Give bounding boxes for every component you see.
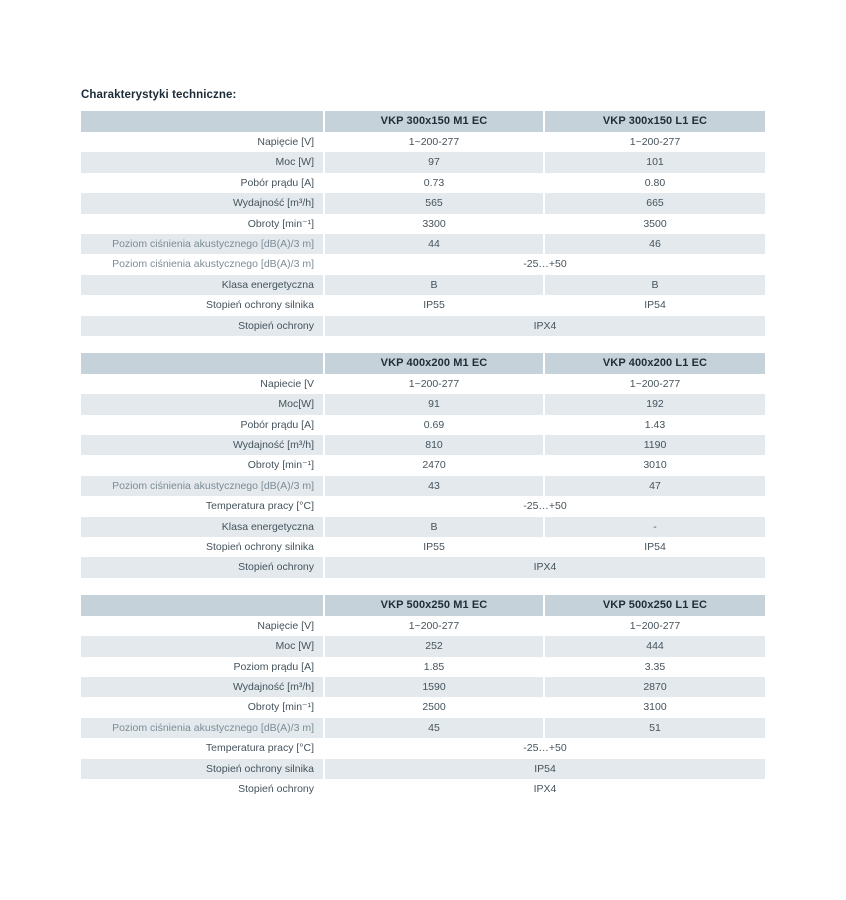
table-row: [81, 517, 765, 537]
row-value-cell-2: [545, 173, 765, 193]
table-row: [81, 476, 765, 496]
row-value: 1.85: [325, 657, 543, 677]
row-value: 2500: [325, 697, 543, 717]
page-title: Charakterystyki techniczne:: [81, 89, 237, 101]
row-value: -: [545, 517, 765, 537]
row-value-cell-1: [325, 677, 545, 697]
table-row: [81, 738, 765, 758]
header-corner-label: [81, 595, 323, 616]
column-header-2: [545, 353, 765, 374]
row-value: 51: [545, 718, 765, 738]
row-label-cell: [81, 374, 325, 394]
row-label: Obroty [min⁻¹]: [81, 697, 323, 717]
row-label-cell: [81, 657, 325, 677]
row-value: 1~200-277: [545, 616, 765, 636]
row-value-cell-2: [545, 394, 765, 414]
row-value-cell-2: [545, 214, 765, 234]
row-label: Stopień ochrony silnika: [81, 537, 323, 557]
row-value-merged: [325, 316, 765, 336]
column-header-label: VKP 400x200 L1 EC: [545, 353, 765, 374]
row-value-cell-1: [325, 697, 545, 717]
row-label-cell: [81, 557, 325, 577]
row-value: B: [545, 275, 765, 295]
table-row: [81, 173, 765, 193]
row-label: Moc [W]: [81, 152, 323, 172]
row-value-merged: [325, 254, 765, 274]
row-value-cell-1: [325, 476, 545, 496]
row-label: Napięcie [V]: [81, 132, 323, 152]
row-label: Moc[W]: [81, 394, 323, 414]
row-value: 3010: [545, 455, 765, 475]
row-label: Stopień ochrony: [81, 316, 323, 336]
row-value-cell-2: [545, 152, 765, 172]
column-header-label: VKP 300x150 M1 EC: [325, 111, 543, 132]
row-label-cell: [81, 718, 325, 738]
row-value-cell-2: [545, 657, 765, 677]
row-value: B: [325, 275, 543, 295]
row-value: 1~200-277: [545, 132, 765, 152]
row-value: IP54: [545, 295, 765, 315]
row-label: Obroty [min⁻¹]: [81, 455, 323, 475]
row-value-cell-2: [545, 616, 765, 636]
row-value: -25…+50: [325, 496, 765, 516]
row-label: Wydajność [m³/h]: [81, 435, 323, 455]
table-header-row: [81, 595, 765, 616]
row-label: Stopień ochrony silnika: [81, 295, 323, 315]
row-value-cell-2: [545, 435, 765, 455]
row-label-cell: [81, 316, 325, 336]
row-label-cell: [81, 435, 325, 455]
row-value: -25…+50: [325, 254, 765, 274]
row-value: 3.35: [545, 657, 765, 677]
table-row: [81, 435, 765, 455]
row-value: 0.73: [325, 173, 543, 193]
row-label: Klasa energetyczna: [81, 517, 323, 537]
row-label-cell: [81, 738, 325, 758]
row-label-cell: [81, 697, 325, 717]
row-label: Poziom ciśnienia akustycznego [dB(A)/3 m]: [81, 234, 323, 254]
row-value-merged: [325, 779, 765, 799]
row-value: 46: [545, 234, 765, 254]
row-value-cell-2: [545, 193, 765, 213]
row-label-cell: [81, 152, 325, 172]
table-row: [81, 697, 765, 717]
spec-table-vkp-400x200: [81, 353, 765, 578]
row-value: IP55: [325, 537, 543, 557]
row-label-cell: [81, 636, 325, 656]
row-label: Pobór prądu [A]: [81, 415, 323, 435]
column-header-label: VKP 400x200 M1 EC: [325, 353, 543, 374]
row-label: Moc [W]: [81, 636, 323, 656]
table-row: [81, 657, 765, 677]
row-value: 97: [325, 152, 543, 172]
row-value: 252: [325, 636, 543, 656]
row-label-cell: [81, 173, 325, 193]
row-label-cell: [81, 193, 325, 213]
row-label-cell: [81, 496, 325, 516]
row-value-cell-2: [545, 476, 765, 496]
row-label: Poziom ciśnienia akustycznego [dB(A)/3 m]: [81, 476, 323, 496]
row-value-cell-1: [325, 295, 545, 315]
row-value: IPX4: [325, 557, 765, 577]
row-value-cell-2: [545, 415, 765, 435]
row-value: 1190: [545, 435, 765, 455]
row-value-cell-1: [325, 173, 545, 193]
row-value: 565: [325, 193, 543, 213]
row-value: 1~200-277: [325, 132, 543, 152]
row-value: 44: [325, 234, 543, 254]
row-label-cell: [81, 132, 325, 152]
row-value-merged: [325, 496, 765, 516]
row-label: Poziom ciśnienia akustycznego [dB(A)/3 m]: [81, 718, 323, 738]
column-header-label: VKP 500x250 M1 EC: [325, 595, 543, 616]
row-label: Klasa energetyczna: [81, 275, 323, 295]
row-label: Stopień ochrony: [81, 557, 323, 577]
row-value: 1590: [325, 677, 543, 697]
table-row: [81, 616, 765, 636]
row-value: IP54: [325, 759, 765, 779]
row-value-cell-2: [545, 295, 765, 315]
row-value-cell-2: [545, 718, 765, 738]
row-value-cell-1: [325, 415, 545, 435]
row-value: IPX4: [325, 779, 765, 799]
row-label-cell: [81, 394, 325, 414]
header-corner-cell: [81, 111, 325, 132]
column-header-label: VKP 500x250 L1 EC: [545, 595, 765, 616]
row-label-cell: [81, 415, 325, 435]
column-header-2: [545, 111, 765, 132]
row-label-cell: [81, 517, 325, 537]
table-row: [81, 759, 765, 779]
row-value-cell-2: [545, 677, 765, 697]
row-value: 1~200-277: [325, 616, 543, 636]
table-row: [81, 415, 765, 435]
row-value-cell-1: [325, 636, 545, 656]
row-value-cell-1: [325, 537, 545, 557]
row-label: Wydajność [m³/h]: [81, 677, 323, 697]
row-value-cell-1: [325, 193, 545, 213]
table-row: [81, 254, 765, 274]
table-row: [81, 537, 765, 557]
row-value-cell-1: [325, 374, 545, 394]
row-value: 0.69: [325, 415, 543, 435]
table-row: [81, 152, 765, 172]
row-value-cell-2: [545, 234, 765, 254]
row-value: IP55: [325, 295, 543, 315]
row-label-cell: [81, 234, 325, 254]
row-label-cell: [81, 455, 325, 475]
row-value-cell-1: [325, 234, 545, 254]
row-label: Temperatura pracy [°C]: [81, 496, 323, 516]
row-value: B: [325, 517, 543, 537]
column-header-1: [325, 595, 545, 616]
row-value: 43: [325, 476, 543, 496]
table-row: [81, 718, 765, 738]
row-value: 47: [545, 476, 765, 496]
row-label-cell: [81, 254, 325, 274]
column-header-1: [325, 111, 545, 132]
header-corner-cell: [81, 595, 325, 616]
row-value: 444: [545, 636, 765, 656]
row-label-cell: [81, 759, 325, 779]
row-label: Poziom ciśnienia akustycznego [dB(A)/3 m]: [81, 254, 323, 274]
row-label-cell: [81, 677, 325, 697]
row-value-cell-1: [325, 394, 545, 414]
table-row: [81, 455, 765, 475]
row-label: Stopień ochrony: [81, 779, 323, 799]
row-label: Stopień ochrony silnika: [81, 759, 323, 779]
row-label-cell: [81, 214, 325, 234]
row-value: 0.80: [545, 173, 765, 193]
row-value: -25…+50: [325, 738, 765, 758]
table-row: [81, 295, 765, 315]
row-value-cell-2: [545, 374, 765, 394]
row-label: Obroty [min⁻¹]: [81, 214, 323, 234]
row-value: 91: [325, 394, 543, 414]
row-value: 101: [545, 152, 765, 172]
row-label: Poziom prądu [A]: [81, 657, 323, 677]
row-value-cell-1: [325, 214, 545, 234]
row-value: IPX4: [325, 316, 765, 336]
row-value: 192: [545, 394, 765, 414]
row-value-cell-2: [545, 275, 765, 295]
table-row: [81, 316, 765, 336]
table-row: [81, 557, 765, 577]
table-row: [81, 394, 765, 414]
row-label: Temperatura pracy [°C]: [81, 738, 323, 758]
row-value-cell-2: [545, 132, 765, 152]
row-value-cell-1: [325, 435, 545, 455]
row-value: 2870: [545, 677, 765, 697]
table-row: [81, 374, 765, 394]
spec-tables-container: [81, 111, 765, 799]
row-label: Pobór prądu [A]: [81, 173, 323, 193]
header-corner-cell: [81, 353, 325, 374]
row-value: IP54: [545, 537, 765, 557]
row-label: Wydajność [m³/h]: [81, 193, 323, 213]
column-header-label: VKP 300x150 L1 EC: [545, 111, 765, 132]
table-header-row: [81, 353, 765, 374]
column-header-2: [545, 595, 765, 616]
row-value: 665: [545, 193, 765, 213]
row-value-cell-1: [325, 657, 545, 677]
row-value: 3300: [325, 214, 543, 234]
row-value: 1.43: [545, 415, 765, 435]
row-label-cell: [81, 476, 325, 496]
row-value-cell-1: [325, 275, 545, 295]
table-row: [81, 496, 765, 516]
row-value-cell-2: [545, 517, 765, 537]
table-row: [81, 214, 765, 234]
row-label-cell: [81, 295, 325, 315]
row-value-merged: [325, 557, 765, 577]
header-corner-label: [81, 353, 323, 374]
row-value: 3500: [545, 214, 765, 234]
row-value-cell-1: [325, 132, 545, 152]
row-value-cell-2: [545, 636, 765, 656]
row-value: 3100: [545, 697, 765, 717]
row-value-cell-2: [545, 455, 765, 475]
row-value: 2470: [325, 455, 543, 475]
row-value-cell-1: [325, 616, 545, 636]
header-corner-label: [81, 111, 323, 132]
table-row: [81, 677, 765, 697]
row-label: Napiecie [V: [81, 374, 323, 394]
row-label-cell: [81, 616, 325, 636]
row-value: 1~200-277: [545, 374, 765, 394]
table-header-row: [81, 111, 765, 132]
row-value-cell-1: [325, 517, 545, 537]
table-row: [81, 193, 765, 213]
spec-table-vkp-500x250: [81, 595, 765, 800]
row-value-cell-2: [545, 537, 765, 557]
table-row: [81, 779, 765, 799]
row-label-cell: [81, 779, 325, 799]
row-value-merged: [325, 759, 765, 779]
row-label: Napięcie [V]: [81, 616, 323, 636]
row-value: 810: [325, 435, 543, 455]
row-value: 45: [325, 718, 543, 738]
row-value-merged: [325, 738, 765, 758]
row-value-cell-2: [545, 697, 765, 717]
row-value: 1~200-277: [325, 374, 543, 394]
row-label-cell: [81, 537, 325, 557]
column-header-1: [325, 353, 545, 374]
table-row: [81, 636, 765, 656]
table-row: [81, 234, 765, 254]
table-row: [81, 132, 765, 152]
row-value-cell-1: [325, 455, 545, 475]
row-value-cell-1: [325, 718, 545, 738]
table-row: [81, 275, 765, 295]
spec-table-vkp-300x150: [81, 111, 765, 336]
row-label-cell: [81, 275, 325, 295]
row-value-cell-1: [325, 152, 545, 172]
